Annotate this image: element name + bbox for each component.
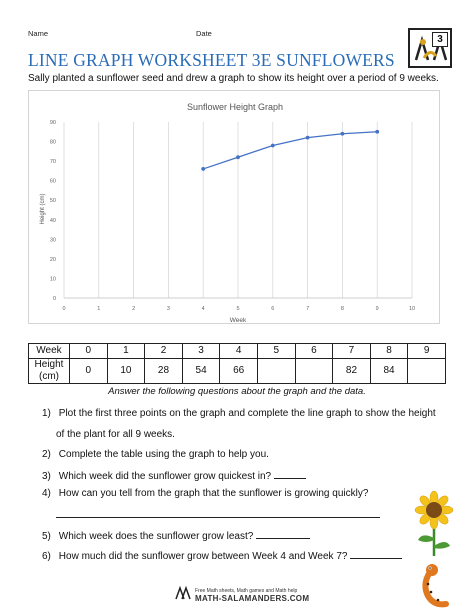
- footer-text: [195, 588, 309, 603]
- x-tick-label: 9: [375, 306, 379, 312]
- y-tick-label: 80: [49, 139, 56, 146]
- footer-tagline: Free Math sheets, Math games and Math help: [195, 588, 298, 594]
- footer-site-name: MATH-SALAMANDERS.COM: [195, 594, 310, 603]
- y-tick-label: 0: [52, 296, 56, 302]
- chart-title: Sunflower Height Graph: [186, 102, 284, 112]
- week-cell: 4: [220, 344, 258, 359]
- y-tick-label: 50: [49, 198, 56, 205]
- question-text: How can you tell from the graph that the sunflower is growing quickly?: [58, 488, 369, 499]
- question-number: 6): [42, 551, 51, 562]
- height-cell: 66: [220, 359, 258, 384]
- question-4: [42, 488, 368, 499]
- height-cell: 82: [333, 359, 371, 384]
- y-tick-label: 90: [49, 120, 56, 126]
- week-cell: 0: [70, 344, 108, 359]
- question-number: 4): [42, 488, 51, 499]
- data-point: [201, 167, 205, 171]
- question-number: 2): [42, 449, 51, 460]
- x-tick-label: 2: [132, 306, 136, 312]
- question-text: Which week does the sunflower grow least?: [58, 531, 254, 542]
- x-tick-label: 10: [408, 306, 416, 312]
- y-tick-label: 40: [49, 217, 56, 224]
- week-cell: 1: [107, 344, 145, 359]
- week-cell: 6: [295, 344, 333, 359]
- x-axis-label: Week: [229, 317, 247, 324]
- height-cell: 54: [182, 359, 220, 384]
- question-1: [42, 408, 436, 419]
- height-cell: 28: [145, 359, 183, 384]
- date-label: Date: [196, 29, 212, 38]
- week-cell: 3: [182, 344, 220, 359]
- y-axis-label: Height (cm): [40, 193, 46, 225]
- week-cell: 9: [408, 344, 446, 359]
- data-point: [306, 136, 310, 140]
- question-text: Complete the table using the graph to help you.: [58, 449, 269, 460]
- answer-blank[interactable]: [256, 528, 310, 539]
- data-point: [271, 144, 275, 148]
- week-cell: 8: [370, 344, 408, 359]
- x-tick-label: 8: [340, 306, 344, 312]
- grade-logo: [408, 28, 452, 68]
- x-tick-label: 6: [271, 306, 275, 312]
- answer-line[interactable]: [56, 517, 380, 518]
- footer-logo-icon: [174, 585, 192, 601]
- height-cell-empty[interactable]: [295, 359, 333, 384]
- height-row-label: [29, 359, 70, 384]
- name-label: Name: [28, 29, 49, 38]
- height-cell-empty[interactable]: [257, 359, 295, 384]
- height-unit-label: (cm): [39, 371, 59, 382]
- y-tick-label: 60: [49, 178, 56, 185]
- week-cell: 2: [145, 344, 183, 359]
- worksheet-title: LINE GRAPH WORKSHEET 3E SUNFLOWERS: [28, 50, 395, 70]
- answer-blank[interactable]: [350, 548, 402, 559]
- data-point: [341, 132, 345, 136]
- question-number: 3): [42, 471, 51, 482]
- salamander-icon: [418, 562, 458, 608]
- week-row-label: Week: [29, 344, 70, 359]
- data-table: [28, 343, 446, 384]
- answer-blank[interactable]: [274, 468, 306, 479]
- y-tick-label: 20: [49, 256, 56, 263]
- week-row: [29, 344, 446, 359]
- x-tick-label: 7: [306, 306, 310, 312]
- question-3: [42, 468, 306, 482]
- height-row: [29, 359, 446, 384]
- y-tick-label: 70: [49, 159, 56, 166]
- sunflower-chart: [28, 90, 440, 324]
- question-1-continued: of the plant for all 9 weeks.: [56, 429, 175, 440]
- data-point: [236, 155, 240, 159]
- height-label: Height: [34, 359, 64, 370]
- height-cell-empty[interactable]: [408, 359, 446, 384]
- question-text: Plot the first three points on the graph and complete the line graph to show the height: [58, 408, 436, 419]
- height-series-line: [203, 132, 377, 169]
- week-cell: 7: [333, 344, 371, 359]
- chart-svg: [29, 91, 441, 325]
- x-tick-label: 0: [62, 306, 66, 312]
- grade-number: 3: [432, 32, 448, 47]
- week-cell: 5: [257, 344, 295, 359]
- height-cell: 10: [107, 359, 145, 384]
- height-cell: 84: [370, 359, 408, 384]
- question-2: [42, 449, 269, 460]
- question-number: 5): [42, 531, 51, 542]
- y-tick-label: 10: [49, 276, 56, 283]
- x-tick-label: 1: [97, 306, 101, 312]
- x-tick-label: 5: [236, 306, 240, 312]
- y-tick-label: 30: [49, 237, 56, 244]
- intro-text: Sally planted a sunflower seed and drew a graph to show its height over a period of 9 weeks.: [28, 73, 439, 84]
- question-5: [42, 528, 310, 542]
- x-tick-label: 4: [201, 306, 205, 312]
- answer-instructions: Answer the following questions about the graph and the data.: [108, 386, 366, 397]
- sunflower-icon: [410, 490, 458, 558]
- question-text: How much did the sunflower grow between Week 4 and Week 7?: [58, 551, 348, 562]
- question-number: 1): [42, 408, 51, 419]
- x-tick-label: 3: [166, 306, 170, 312]
- question-text: Which week did the sunflower grow quickest in?: [58, 471, 272, 482]
- height-cell: 0: [70, 359, 108, 384]
- data-point: [375, 130, 379, 134]
- question-6: [42, 548, 402, 562]
